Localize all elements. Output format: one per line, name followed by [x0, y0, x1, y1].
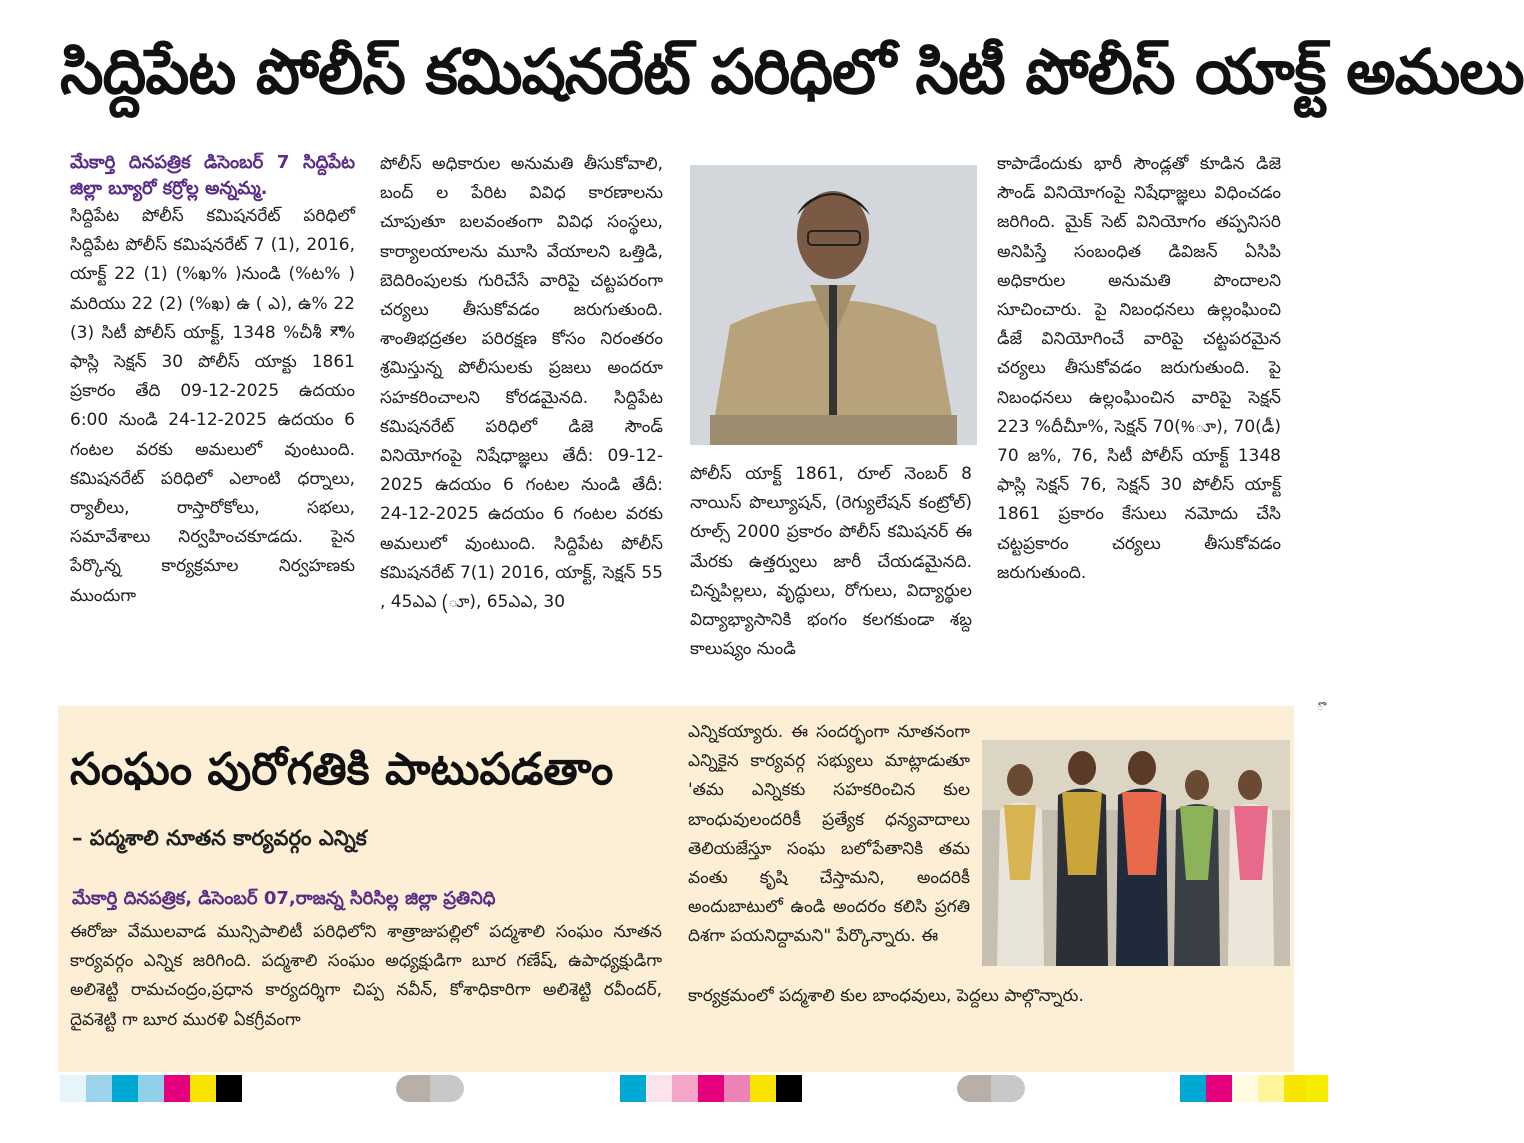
- officer-photo: [690, 165, 977, 445]
- article-body-col4: కాపాడేందుకు భారీ సౌండ్లతో కూడిన డిజె సౌండ్ వినియోగంపై నిషేధాజ్ఞలు విధించడం జరిగింది. మైక్ సెట్ వినియోగం తప్పనిసరి అనిపిస్తే సంబంధిత డివిజన్ ఏసిపి అధికారుల అనుమతి పొందాలని సూచించారు. పై నిబంధనలు ఉల్లంఘించి డీజే వినియోగించే వారిపై చట్టపరమైన చర్యలు తీసుకోవడం జరుగుతుంది. పై నిబంధనలు ఉల్లంఘించిన వారిపై సెక్షన్ 223 %దీచీూ%, సెక్షన్ 70(%ూ), 70(డీ) 70 జ%, 76, సిటీ పోలీస్ యాక్ట్ 1348 ఫాస్లి సెక్షన్ 76, సెక్షన్ 30 పోలీస్ యాక్ట్ 1861 ప్రకారం కేసులు నమోదు చేసి చట్టప్రకారం చర్యలు తీసుకోవడం జరుగుతుంది.: [997, 154, 1281, 583]
- registration-swatch: [776, 1075, 802, 1102]
- registration-swatch: [1232, 1075, 1258, 1102]
- registration-swatch: [620, 1075, 646, 1102]
- registration-swatch: [750, 1075, 776, 1102]
- second-article-byline: మేకార్తి దినపత్రిక, డిసెంబర్ 07,రాజన్న సిరిసిల్ల జిల్లా ప్రతినిధి: [72, 888, 496, 909]
- article-body-col3: పోలీస్ యాక్ట్ 1861, రూల్ నెంబర్ 8 నాయిస్ పొల్యూషన్, (రెగ్యులేషన్ కంట్రోల్) రూల్స్ 2000 ప్రకారం పోలీస్ కమిషనర్ ఈ మేరకు ఉత్తర్వులు జారీ చేయడమైనది. చిన్నపిల్లలు, వృద్ధులు, రోగులు, విద్యార్థుల విద్యాభ్యాసానికి భంగం కలగకుండా శబ్ద కాలుష్యం నుండి: [690, 464, 972, 660]
- second-article-body-left: [70, 918, 662, 1038]
- group-photo: [982, 740, 1290, 966]
- group-photo-illustration: [982, 740, 1290, 966]
- registration-swatch: [138, 1075, 164, 1102]
- second-article-subheadline: – పద్మశాలి నూతన కార్యవర్గం ఎన్నిక: [72, 826, 367, 850]
- registration-swatch: [1284, 1075, 1306, 1102]
- registration-pill: [957, 1075, 1025, 1102]
- registration-swatch: [724, 1075, 750, 1102]
- second-article-body-end: [688, 982, 1288, 1012]
- second-article-body-end-text: కార్యక్రమంలో పద్మశాలి కుల బాంధవులు, పెద్దలు పాల్గొన్నారు.: [688, 986, 1084, 1006]
- second-article-body-left-text: ఈరోజు వేములవాడ మున్సిపాలిటీ పరిధిలోని శాత్రాజుపల్లిలో పద్మశాలి సంఘం నూతన కార్యవర్గం ఎన్నిక జరిగింది. పద్మశాలి సంఘం అధ్యక్షుడిగా బూర గణేష్, ఉపాధ్యక్షుడిగా అలిశెట్టి రామచంద్రం,ప్రధాన కార్యదర్శిగా చిప్ప నవీన్, కోశాధికారిగా అలిశెట్టి రవీందర్, దైవశెట్టి గా బూర మురళి ఏకగ్రీవంగా: [70, 922, 662, 1030]
- officer-photo-illustration: [690, 165, 977, 445]
- registration-swatch: [698, 1075, 724, 1102]
- registration-swatch: [646, 1075, 672, 1102]
- registration-swatch: [60, 1075, 86, 1102]
- registration-swatch: [1180, 1075, 1206, 1102]
- article-column-2: [380, 150, 663, 690]
- registration-swatch: [672, 1075, 698, 1102]
- article-body-col2: పోలీస్ అధికారుల అనుమతి తీసుకోవాలి, బంద్ ల పేరిట వివిధ కారణాలను చూపుతూ బలవంతంగా వివిధ సంస్థలు, కార్యాలయాలను మూసి వేయాలని ఒత్తిడి, బెదిరింపులకు గురిచేసే వారిపై చట్టపరంగా చర్యలు తీసుకోవడం జరుగుతుంది. శాంతిభద్రతల పరిరక్షణ కోసం నిరంతరం శ్రమిస్తున్న పోలీసులకు ప్రజలు అందరూ సహకరించాలని కోరడమైనది. సిద్దిపేట కమిషనరేట్ పరిధిలో డిజె సౌండ్ వినియోగంపై నిషేధాజ్ఞలు తేదీ: 09-12-2025 ఉదయం 6 గంటల నుండి తేదీ: 24-12-2025 ఉదయం 6 గంటల వరకు అమలులో వుంటుంది. సిద్దిపేట పోలీస్ కమిషనరేట్ 7(1) 2016, యాక్ట్, సెక్షన్ 55 , 45ఎఎ (ూ), 65ఎఎ, 30: [380, 154, 663, 613]
- registration-swatch: [112, 1075, 138, 1102]
- article-byline: మేకార్తి దినపత్రిక డిసెంబర్ 7 సిద్దిపేట జిల్లా బ్యూరో కర్రోల్ల అన్నమ్మ.: [70, 152, 355, 199]
- registration-swatch: [1306, 1075, 1328, 1102]
- registration-swatch: [216, 1075, 242, 1102]
- article-column-3: [690, 460, 972, 695]
- second-article-body-right-text: ఎన్నికయ్యారు. ఈ సందర్భంగా నూతనంగా ఎన్నికైన కార్యవర్గ సభ్యులు మాట్లాడుతూ 'తమ ఎన్నికకు సహకరించిన కుల బాంధువులందరికీ ప్రత్యేక ధన్యవాదాలు తెలియజేస్తూ సంఘ బలోపేతానికి తమ వంతు కృషి చేస్తామని, అందరికీ అందుబాటులో ఉండి అందరం కలిసి ప్రగతి దిశగా పయనిద్దామని" పేర్కొన్నారు. ఈ: [688, 722, 970, 947]
- article-body-col1: సిద్దిపేట పోలీస్ కమిషనరేట్ పరిధిలో సిద్దిపేట పోలీస్ కమిషనరేట్ 7 (1), 2016, యాక్ట్ 22 (1) (%ఖ% )నుండి (%ట% ) మరియు 22 (2) (%ఖ) ఉ ( ఎ), ఉ% 22 (3) సిటీ పోలీస్ యాక్ట్, 1348 %చీశీ ×ౌ% ఫాస్లి సెక్షన్ 30 పోలీస్ యాక్టు 1861 ప్రకారం తేది 09-12-2025 ఉదయం 6:00 నుండి 24-12-2025 ఉదయం 6 గంటల వరకు అమలులో వుంటుంది. కమిషనరేట్ పరిధిలో ఎలాంటి ధర్నాలు, ర్యాలీలు, రాస్తారోకోలు, సభలు, సమావేశాలు నిర్వహించకూడదు. పైన పేర్కొన్న కార్యక్రమాల నిర్వహణకు ముందుగా: [70, 206, 355, 606]
- registration-swatch: [164, 1075, 190, 1102]
- registration-pill: [396, 1075, 464, 1102]
- article-column-4: [997, 150, 1281, 650]
- registration-swatch: [86, 1075, 112, 1102]
- article-headline: సిద్దిపేట పోలీస్ కమిషనరేట్ పరిధిలో సిటీ పోలీస్ యాక్ట్ అమలు: [60, 35, 1524, 108]
- second-article-body-right: [688, 718, 970, 983]
- registration-swatch: [1206, 1075, 1232, 1102]
- margin-mark: ొ: [1317, 700, 1324, 713]
- second-article-headline: సంఘం పురోగతికి పాటుపడతాం: [70, 744, 614, 795]
- registration-swatch: [190, 1075, 216, 1102]
- article-column-1: [70, 150, 355, 690]
- registration-swatch: [1258, 1075, 1284, 1102]
